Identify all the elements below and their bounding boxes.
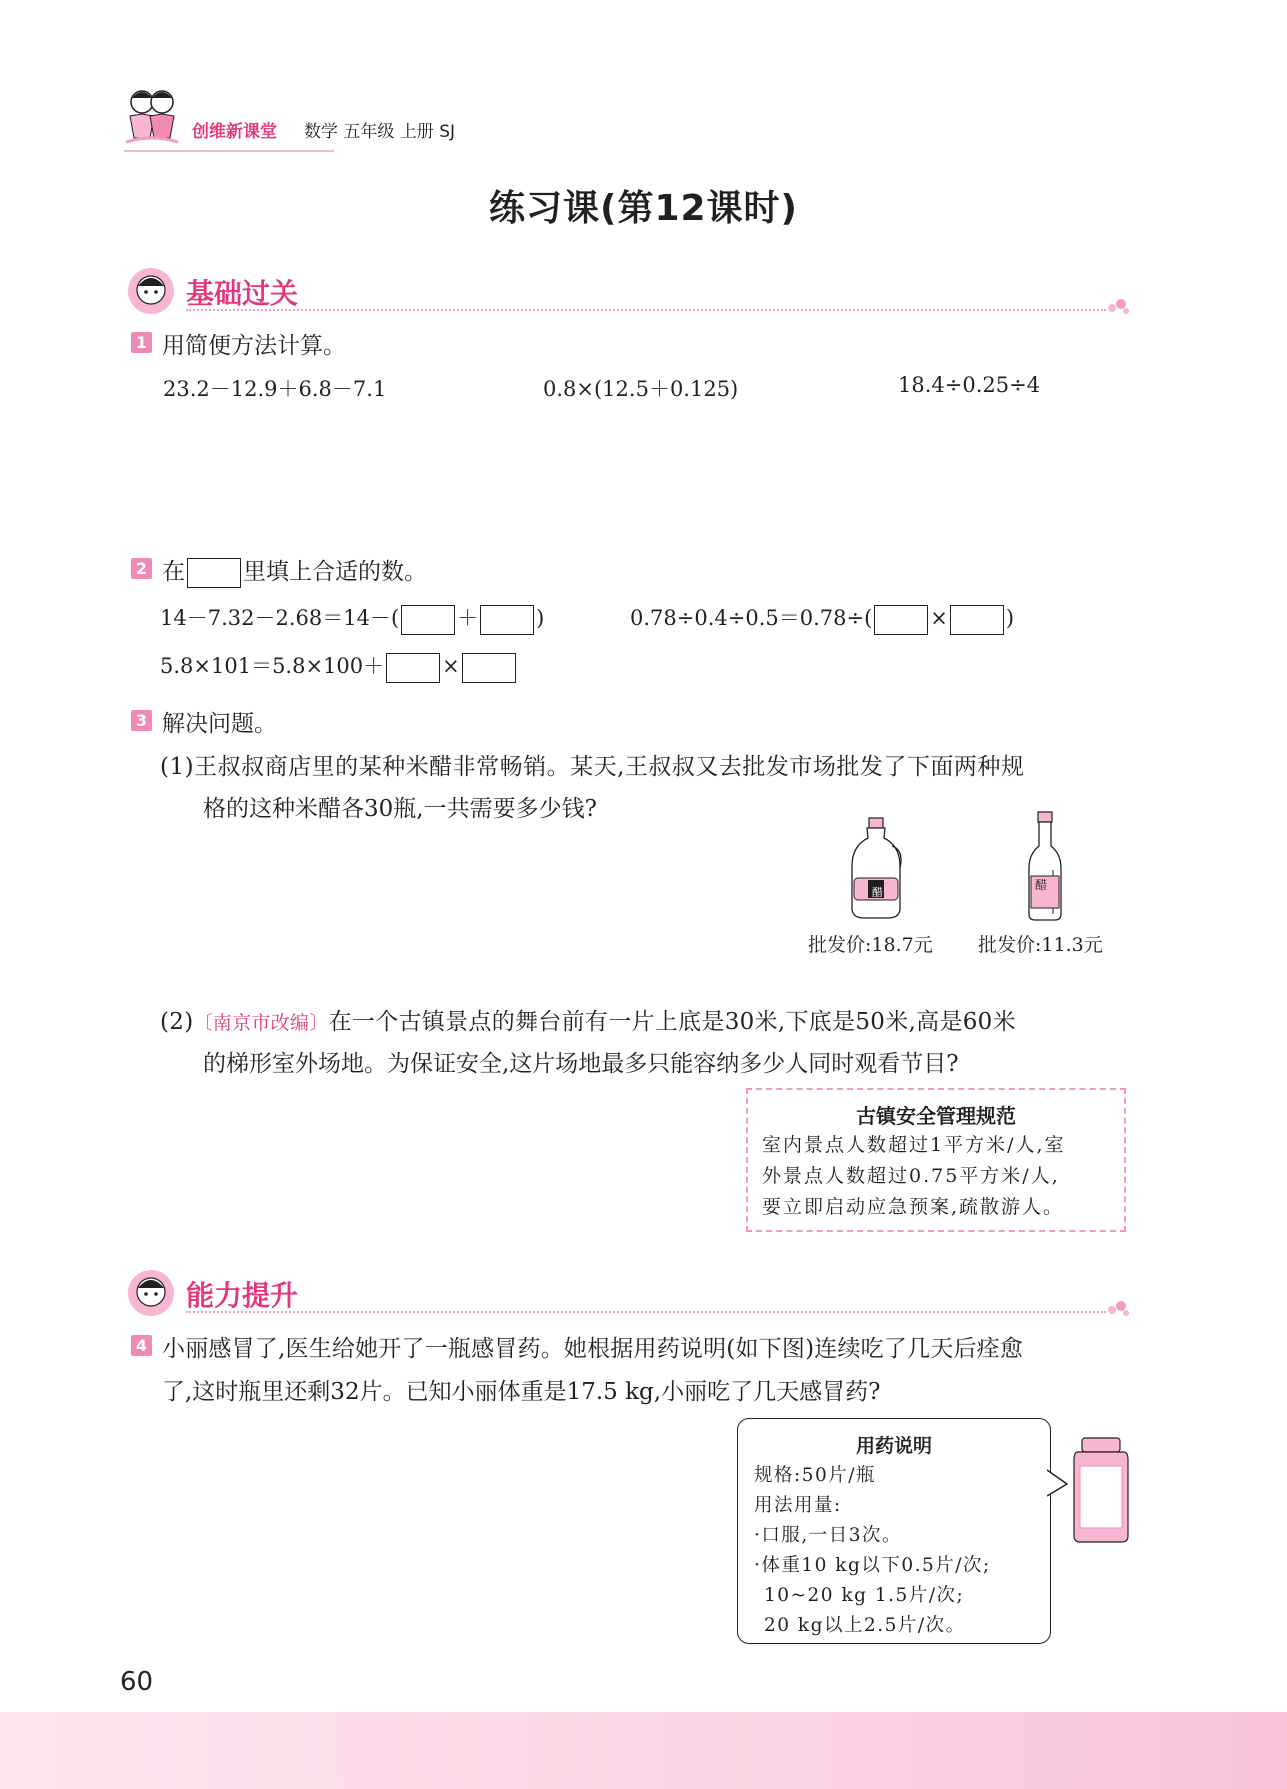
section-title-basic: 基础过关 bbox=[186, 277, 299, 310]
q1-expression-1: 23.2－12.9＋6.8－7.1 bbox=[163, 377, 387, 401]
times-sign: × bbox=[442, 654, 460, 678]
vinegar-label-1: 醋 bbox=[872, 886, 883, 899]
source-tag: 〔南京市改编〕 bbox=[193, 1012, 329, 1034]
question-number: 3 bbox=[131, 710, 152, 731]
q2-line-1 bbox=[160, 602, 544, 635]
page-title: 练习课(第12课时) bbox=[488, 188, 798, 229]
footer-band bbox=[0, 1712, 1287, 1789]
q3-part1-line2: 格的这种米醋各30瓶,一共需要多少钱? bbox=[203, 796, 597, 822]
med-line: ·口服,一日3次。 bbox=[754, 1525, 903, 1546]
q2-line2-expr: 0.78÷0.4÷0.5＝0.78÷( bbox=[630, 606, 873, 630]
q3-part2-text: 在一个古镇景点的舞台前有一片上底是30米,下底是50米,高是60米 bbox=[328, 1009, 1016, 1035]
section-divider bbox=[186, 1311, 1106, 1313]
answer-box[interactable] bbox=[386, 653, 440, 683]
section-divider bbox=[186, 309, 1106, 311]
med-line: 10~20 kg 1.5片/次; bbox=[764, 1585, 965, 1606]
q2-prompt-end: 里填上合适的数。 bbox=[243, 559, 427, 585]
medicine-bottle-icon bbox=[1072, 1436, 1130, 1548]
safety-rules-box bbox=[746, 1088, 1126, 1232]
med-line: 规格:50片/瓶 bbox=[754, 1465, 877, 1486]
plus-sign: ＋ bbox=[457, 606, 479, 630]
vinegar-jug-icon bbox=[848, 816, 904, 926]
q3-part2-prefix: (2) bbox=[160, 1009, 194, 1035]
q3-part2-line1 bbox=[160, 1003, 1016, 1036]
answer-box[interactable] bbox=[874, 605, 928, 635]
med-line: 用法用量: bbox=[754, 1495, 842, 1516]
book-subject: 数学 五年级 上册 SJ bbox=[304, 122, 456, 142]
vinegar-label-2: 醋 bbox=[1035, 878, 1048, 892]
dots-decoration-icon bbox=[1106, 296, 1130, 320]
med-title: 用药说明 bbox=[855, 1435, 932, 1457]
q1-expression-3: 18.4÷0.25÷4 bbox=[898, 373, 1041, 397]
rules-title: 古镇安全管理规范 bbox=[856, 1104, 1016, 1128]
close-paren: ) bbox=[536, 606, 545, 630]
kids-logo-icon bbox=[124, 86, 180, 148]
header-divider bbox=[124, 150, 334, 152]
q4-line2: 了,这时瓶里还剩32片。已知小丽体重是17.5 kg,小丽吃了几天感冒药? bbox=[162, 1379, 881, 1405]
q2-line-3 bbox=[160, 650, 518, 683]
q2-line-2 bbox=[630, 602, 1014, 635]
section-title-advanced: 能力提升 bbox=[186, 1279, 299, 1312]
close-paren: ) bbox=[1005, 606, 1015, 630]
times-sign: × bbox=[930, 606, 948, 630]
answer-box[interactable] bbox=[480, 605, 534, 635]
rules-line: 室内景点人数超过1平方米/人,室 bbox=[762, 1134, 1066, 1156]
medication-instructions-box bbox=[737, 1418, 1051, 1644]
question-number: 4 bbox=[131, 1335, 152, 1356]
q3-part1-line1: (1)王叔叔商店里的某种米醋非常畅销。某天,王叔叔又去批发市场批发了下面两种规 bbox=[160, 754, 1025, 780]
answer-box[interactable] bbox=[187, 558, 241, 588]
answer-box[interactable] bbox=[950, 605, 1004, 635]
q2-prompt bbox=[162, 553, 427, 588]
rules-line: 要立即启动应急预案,疏散游人。 bbox=[762, 1196, 1065, 1218]
q3-prompt: 解决问题。 bbox=[162, 711, 277, 737]
price-label-1: 批发价:18.7元 bbox=[808, 934, 933, 956]
question-number: 2 bbox=[131, 558, 152, 579]
dots-decoration-icon bbox=[1106, 1298, 1130, 1322]
section-mascot-icon bbox=[126, 1268, 176, 1318]
price-label-2: 批发价:11.3元 bbox=[978, 934, 1103, 956]
rules-body bbox=[762, 1130, 1112, 1223]
answer-box[interactable] bbox=[401, 605, 455, 635]
speech-pointer bbox=[1047, 1468, 1071, 1502]
answer-box[interactable] bbox=[462, 653, 516, 683]
brand-name: 创维新课堂 bbox=[192, 122, 277, 142]
q3-part2-line2: 的梯形室外场地。为保证安全,这片场地最多只能容纳多少人同时观看节目? bbox=[203, 1051, 959, 1077]
med-line: ·体重10 kg以下0.5片/次; bbox=[754, 1555, 991, 1576]
section-mascot-icon bbox=[126, 266, 176, 316]
q1-expression-2: 0.8×(12.5＋0.125) bbox=[543, 377, 739, 401]
rules-line: 外景点人数超过0.75平方米/人, bbox=[762, 1165, 1060, 1187]
vinegar-bottle-icon bbox=[1025, 810, 1065, 926]
q2-line1-expr: 14－7.32－2.68＝14－( bbox=[160, 606, 400, 630]
q2-prompt-start: 在 bbox=[162, 559, 185, 585]
med-line: 20 kg以上2.5片/次。 bbox=[764, 1615, 966, 1636]
q1-prompt: 用简便方法计算。 bbox=[162, 333, 346, 359]
q4-line1: 小丽感冒了,医生给她开了一瓶感冒药。她根据用药说明(如下图)连续吃了几天后痊愈 bbox=[162, 1336, 1024, 1362]
q2-line3-expr: 5.8×101＝5.8×100＋ bbox=[160, 654, 385, 678]
page-number: 60 bbox=[120, 1667, 154, 1697]
question-number: 1 bbox=[131, 332, 152, 353]
